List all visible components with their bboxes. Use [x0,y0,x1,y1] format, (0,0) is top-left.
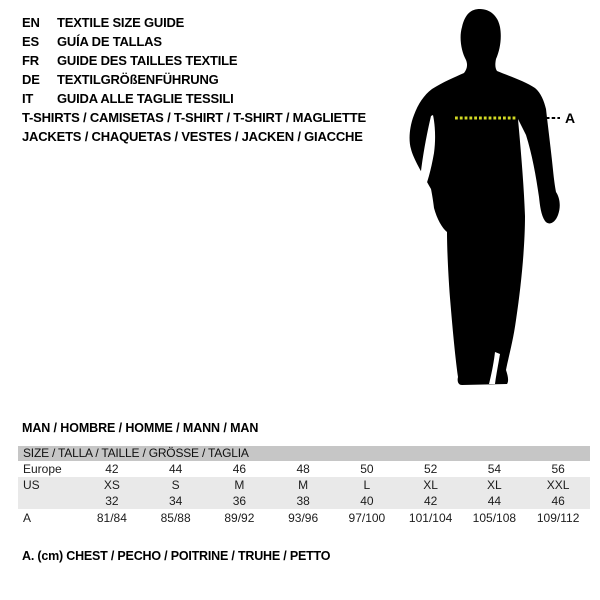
man-silhouette-figure [405,4,580,396]
man-silhouette-path [410,9,560,385]
language-code: FR [22,53,39,68]
row-label [18,493,80,509]
measure-label-a: A [565,110,576,126]
size-cell: 101/104 [408,511,453,525]
language-code: DE [22,72,40,87]
size-cell: 42 [105,462,119,476]
size-cell: 48 [296,462,310,476]
section-title-man: MAN / HOMBRE / HOMME / MANN / MAN [22,421,259,435]
language-row-en [22,13,237,32]
size-cell: M [234,478,245,492]
size-cell: 85/88 [160,511,191,525]
language-title: TEXTILE SIZE GUIDE [57,15,185,30]
size-cell: 109/112 [536,511,580,525]
measurement-footnote: A. (cm) CHEST / PECHO / POITRINE / TRUHE / PETTO [22,549,331,563]
size-table-header: SIZE / TALLA / TAILLE / GRÖSSE / TAGLIA [18,446,590,461]
language-code: EN [22,15,40,30]
size-cell: 36 [232,494,247,508]
size-cell: XS [103,478,120,492]
size-cell: 44 [168,462,183,476]
language-title: TEXTILGRÖßENFÜHRUNG [57,72,219,87]
size-cell: 52 [423,462,438,476]
size-cell: XL [487,478,502,492]
language-row-it [22,89,237,108]
size-cell: 93/96 [288,511,319,525]
language-code: IT [22,91,34,106]
size-cell: 42 [423,494,438,508]
size-cell: 32 [105,494,119,508]
size-cell: 44 [487,494,502,508]
size-cell: 50 [360,462,374,476]
language-guide-list [22,13,237,108]
category-line-tshirts: T-SHIRTS / CAMISETAS / T-SHIRT / T-SHIRT / MAGLIETTE [22,110,366,125]
size-row-us [18,477,590,493]
size-cell: 105/108 [472,511,517,525]
size-cell: 56 [551,462,565,476]
size-cell: 46 [551,494,565,508]
language-code: ES [22,34,39,49]
row-label: Europe [23,462,62,476]
size-cell: XXL [546,478,570,492]
language-title: GUÍA DE TALLAS [57,34,162,49]
size-row-europe [18,461,590,477]
size-cell: 54 [487,462,502,476]
size-row-us-numeric [18,493,590,509]
language-row-es [22,32,237,51]
row-label: US [23,478,40,492]
language-row-fr [22,51,237,70]
language-row-de [22,70,237,89]
size-cell: 34 [168,494,183,508]
size-cell: 81/84 [96,511,127,525]
size-cell: L [363,478,371,492]
size-row-chest-a [18,509,590,527]
size-table [18,446,590,527]
size-cell: 89/92 [224,511,255,525]
size-cell: 46 [232,462,247,476]
size-cell: 97/100 [348,511,386,525]
category-line-jackets: JACKETS / CHAQUETAS / VESTES / JACKEN / GIACCHE [22,129,363,144]
size-cell: 40 [360,494,374,508]
language-title: GUIDA ALLE TAGLIE TESSILI [57,91,234,106]
language-title: GUIDE DES TAILLES TEXTILE [57,53,238,68]
size-cell: M [298,478,309,492]
size-cell: S [171,478,180,492]
man-silhouette-svg [405,4,580,396]
size-cell: XL [423,478,438,492]
category-list [22,108,366,146]
size-cell: 38 [296,494,310,508]
row-label: A [23,511,32,525]
